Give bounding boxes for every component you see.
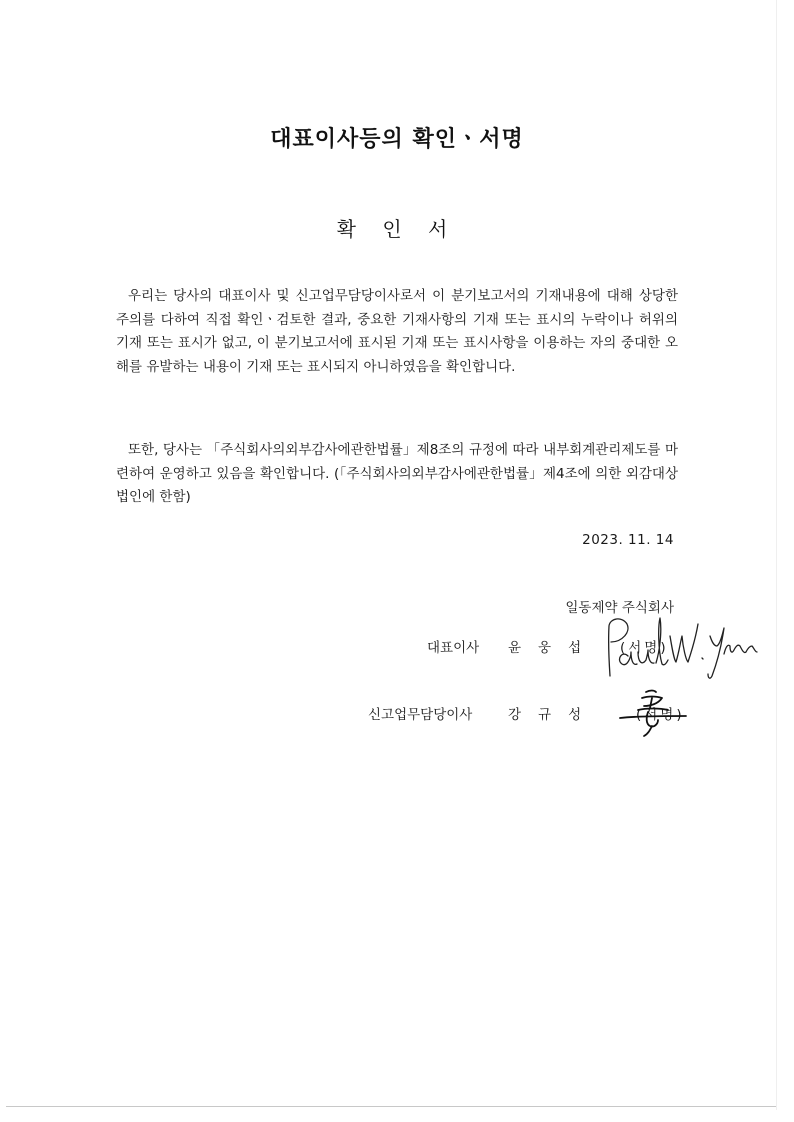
signature-mark: (서명) [636, 707, 685, 723]
signature-mark: (서명) [620, 640, 669, 656]
signer-name: 강규성 [508, 707, 599, 723]
document-title: 대표이사등의 확인ㆍ서명 [270, 127, 524, 152]
cfo-handwritten-signature [612, 686, 692, 738]
document-date: 2023. 11. 14 [582, 532, 674, 548]
company-name: 일동제약 주식회사 [565, 600, 674, 616]
document-subtitle: 확 인 서 [336, 217, 458, 241]
ceo-handwritten-signature [600, 606, 760, 682]
internal-control-paragraph: 또한, 당사는 「주식회사의외부감사에관한법률」제8조의 규정에 따라 내부회계관리제도를 마련하여 운영하고 있음을 확인합니다. (「주식회사의외부감사에관한법률」제4조에 의한 외감대상법인에 한함) [116, 442, 678, 505]
signer-name: 윤웅섭 [508, 640, 599, 656]
confirmation-paragraph: 우리는 당사의 대표이사 및 신고업무담당이사로서 이 분기보고서의 기재내용에 대해 상당한 주의를 다하여 직접 확인ㆍ검토한 결과, 중요한 기재사항의 기재 또는 표시의 누락이나 허위의 기재 또는 표시가 없고, 이 분기보고서에 표시된 기재 또는 표시사항을 이용하는 자의 중대한 오해를 유발하는 내용이 기재 또는 표시되지 아니하였음을 확인합니다. [116, 288, 678, 375]
page-bottom-edge [6, 1106, 776, 1107]
page-right-edge [776, 0, 777, 1110]
signer-title: 신고업무담당이사 [368, 707, 473, 723]
signer-title: 대표이사 [427, 640, 480, 656]
